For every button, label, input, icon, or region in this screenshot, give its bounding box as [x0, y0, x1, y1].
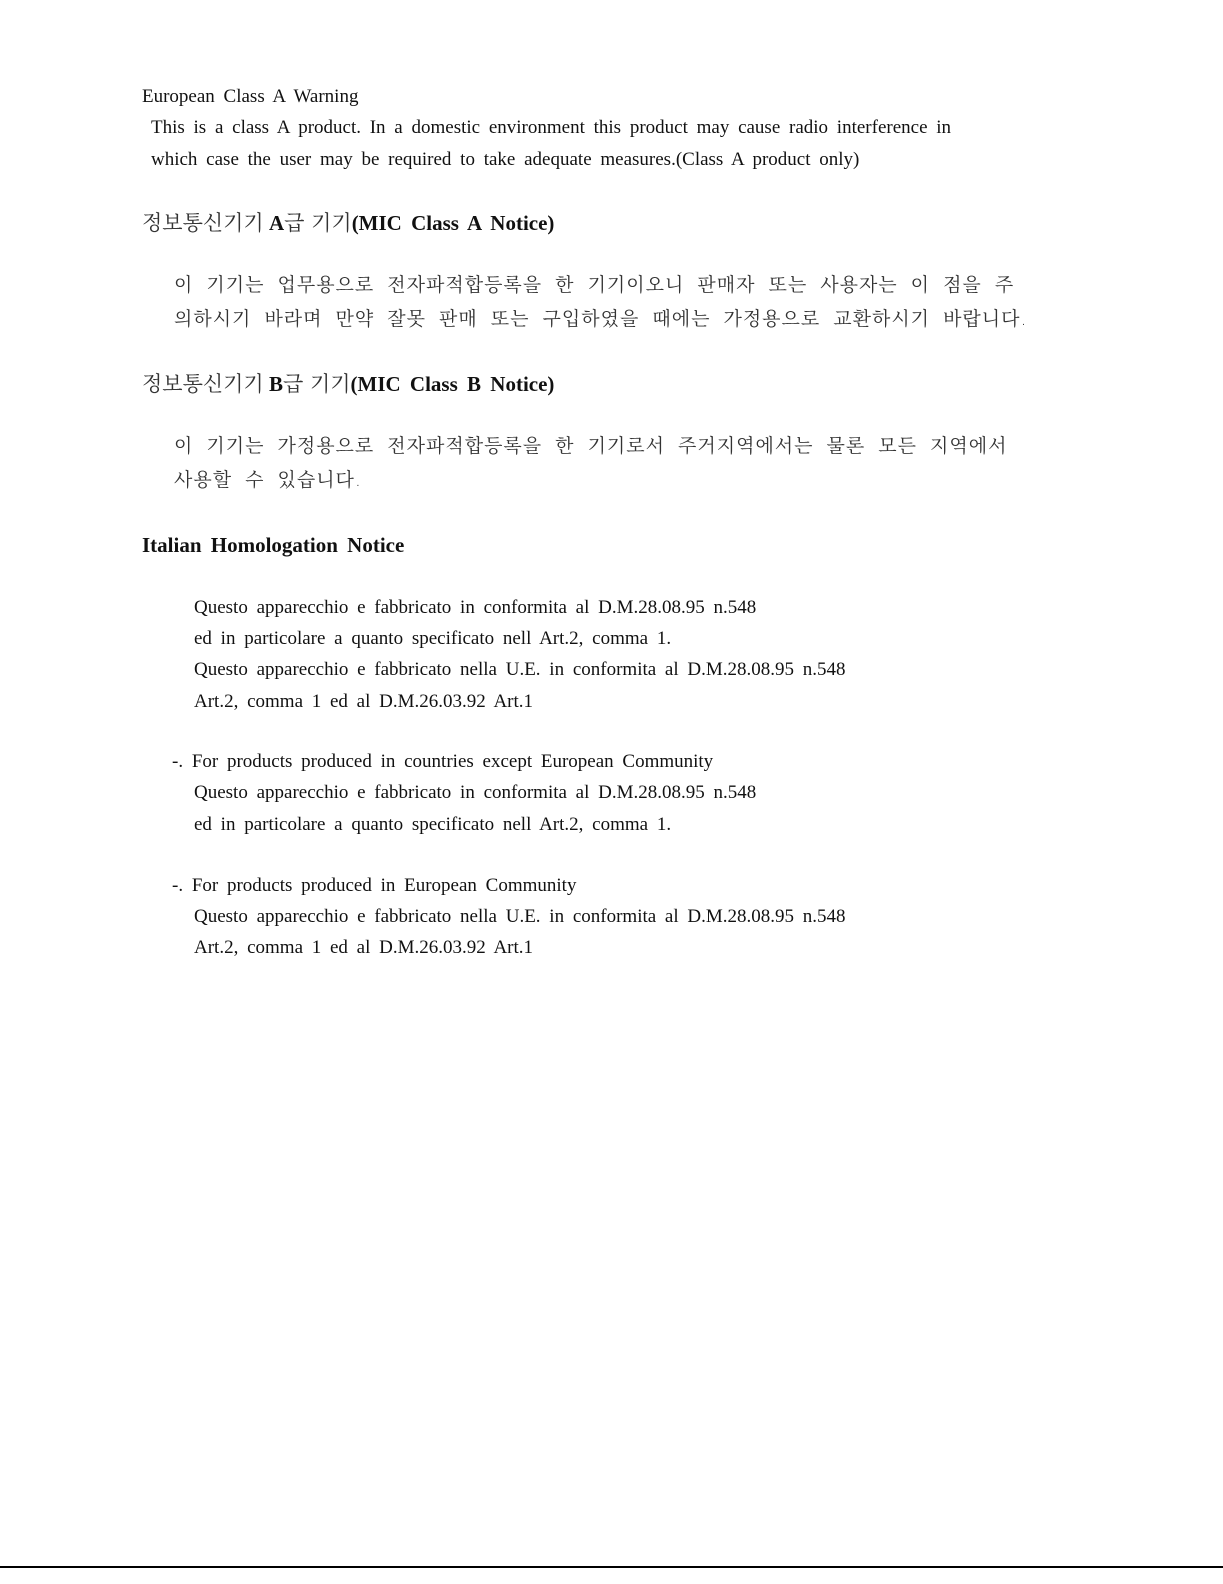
- mic-class-b-heading-en: (MIC Class B Notice): [350, 372, 555, 396]
- mic-class-b-line-1: 이 기기는 가정용으로 전자파적합등록을 한 기기로서 주거지역에서는 물론 모든 지역에서: [174, 435, 1008, 457]
- italian-block2-line-2: Questo apparecchio e fabbricato in conformita al D.M.28.08.95 n.548: [194, 782, 757, 803]
- mic-class-a-heading-en: (MIC Class A Notice): [351, 211, 555, 235]
- mic-class-b-heading-ko-1: 정보통신기기: [142, 372, 264, 396]
- italian-block1-line-1: Questo apparecchio e fabbricato in conformita al D.M.28.08.95 n.548: [194, 597, 757, 618]
- italian-block1-line-4: Art.2, comma 1 ed al D.M.26.03.92 Art.1: [194, 691, 534, 712]
- mic-class-a-line-1: 이 기기는 업무용으로 전자파적합등록을 한 기기이오니 판매자 또는 사용자는 이 점을 주: [174, 274, 1015, 296]
- italian-block3-line-3: Art.2, comma 1 ed al D.M.26.03.92 Art.1: [194, 937, 534, 958]
- italian-block3-line-2: Questo apparecchio e fabbricato nella U.E. in conformita al D.M.28.08.95 n.548: [194, 906, 846, 927]
- italian-block1-line-2: ed in particolare a quanto specificato nell Art.2, comma 1.: [194, 628, 672, 649]
- mic-class-a-heading-letter: A: [268, 211, 285, 235]
- italian-block1-line-3: Questo apparecchio e fabbricato nella U.E. in conformita al D.M.28.08.95 n.548: [194, 659, 846, 680]
- italian-notice-heading: Italian Homologation Notice: [142, 533, 405, 557]
- italian-block2-line-1: -. For products produced in countries except European Community: [172, 751, 714, 772]
- mic-class-a-heading-ko-1: 정보통신기기: [142, 211, 264, 235]
- mic-class-a-line-2: 의하시기 바라며 만약 잘못 판매 또는 구입하였을 때에는 가정용으로 교환하시기 바랍니다.: [174, 308, 1028, 330]
- mic-class-a-heading-ko-2: 급 기기: [284, 211, 352, 235]
- italian-block3-line-1: -. For products produced in European Community: [172, 875, 577, 896]
- mic-class-a-heading: [142, 209, 554, 237]
- page-bottom-rule: [0, 1566, 1223, 1568]
- mic-class-b-line-2: 사용할 수 있습니다.: [174, 469, 362, 491]
- mic-class-b-heading-letter: B: [268, 372, 283, 396]
- mic-class-b-heading-ko-2: 급 기기: [282, 372, 351, 396]
- european-warning-title: European Class A Warning: [142, 86, 359, 107]
- mic-class-b-heading: [142, 370, 554, 398]
- european-warning-line-2: which case the user may be required to take adequate measures.(Class A product only): [151, 149, 860, 170]
- european-warning-line-1: This is a class A product. In a domestic environment this product may cause radio interference in: [151, 117, 952, 138]
- italian-block2-line-3: ed in particolare a quanto specificato nell Art.2, comma 1.: [194, 814, 672, 835]
